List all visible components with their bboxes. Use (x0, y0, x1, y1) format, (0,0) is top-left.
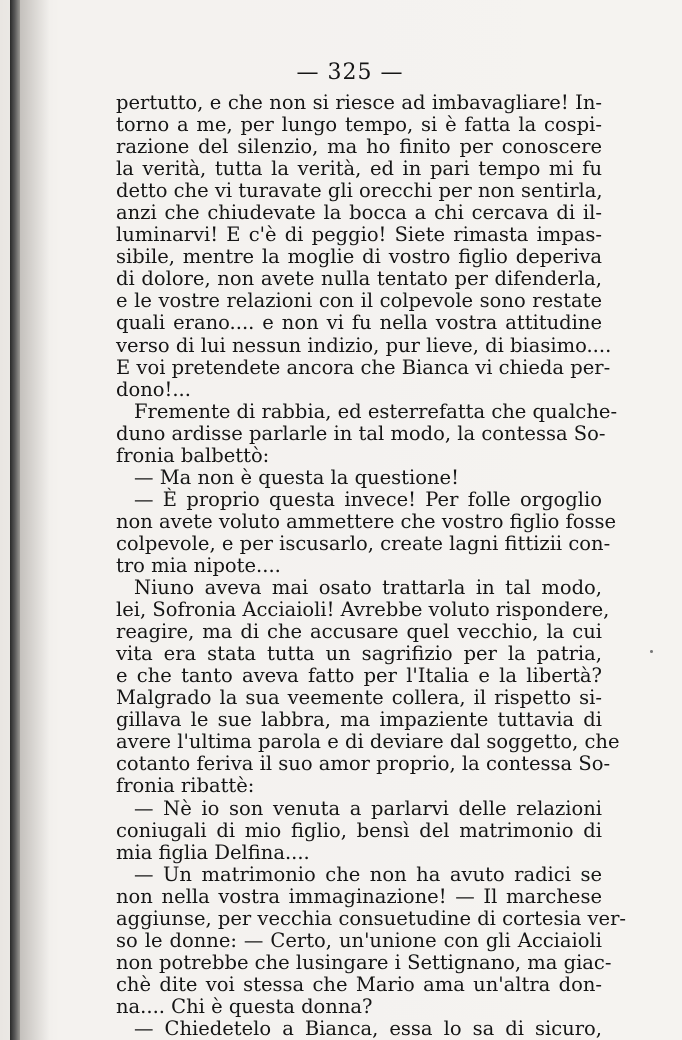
text-line: fronia balbettò: (116, 443, 270, 467)
text-line: Niuno aveva mai osato trattarla in tal modo, (134, 576, 602, 600)
text-line: di dolore, non avete nulla tentato per difenderla, (116, 267, 602, 291)
paper-speck (650, 650, 653, 653)
text-line: mia figlia Delfina.... (116, 840, 310, 864)
text-line: na.... Chi è questa donna? (116, 994, 373, 1018)
page-number: — 325 — (296, 60, 404, 85)
text-line: — Nè io son venuta a parlarvi delle relazioni (134, 796, 602, 820)
text-line: duno ardisse parlarle in tal modo, la contessa So- (116, 421, 606, 445)
text-line: e le vostre relazioni con il colpevole sono restate (116, 289, 602, 313)
text-line: E voi pretendete ancora che Bianca vi chieda per- (116, 355, 611, 379)
text-line: razione del silenzio, ma ho finito per conoscere (116, 135, 602, 159)
text-line: verso di lui nessun indizio, pur lieve, di biasimo.... (116, 333, 612, 357)
text-line: — Un matrimonio che non ha avuto radici se (134, 862, 602, 886)
text-line: cotanto feriva il suo amor proprio, la contessa So- (116, 752, 611, 776)
text-line: non nella vostra immaginazione! — Il marchese (116, 884, 602, 908)
text-line: la verità, tutta la verità, ed in pari tempo mi fu (116, 157, 602, 181)
text-line: non avete voluto ammettere che vostro figlio fosse (116, 509, 617, 533)
text-line: e che tanto aveva fatto per l'Italia e la libertà? (116, 664, 602, 688)
text-line: so le donne: — Certo, un'unione con gli Acciaioli (116, 928, 602, 952)
text-line: luminarvi! E c'è di peggio! Siete rimasta impas- (116, 223, 602, 247)
text-line: — Ma non è questa la questione! (134, 465, 459, 489)
body-text (116, 91, 626, 1040)
text-line: Malgrado la sua veemente collera, il rispetto si- (116, 686, 602, 710)
text-line: vita era stata tutta un sagrifizio per la patria, (116, 642, 602, 666)
text-line: — È proprio questa invece! Per folle orgoglio (134, 487, 602, 511)
text-line: gillava le sue labbra, ma impaziente tuttavia di (116, 708, 602, 732)
text-line: torno a me, per lungo tempo, si è fatta la cospi- (116, 113, 602, 137)
text-line: chè dite voi stessa che Mario ama un'altra don- (116, 972, 602, 996)
binding-shadow (20, 0, 50, 1040)
text-line: colpevole, e per iscusarlo, create lagni fittizii con- (116, 531, 611, 555)
text-line: avere l'ultima parola e di deviare dal soggetto, che (116, 730, 620, 754)
text-line: quali erano.... e non vi fu nella vostra attitudine (116, 311, 602, 335)
text-line: sibile, mentre la moglie di vostro figlio deperiva (116, 245, 602, 269)
text-line: fronia ribattè: (116, 774, 255, 798)
text-line: anzi che chiudevate la bocca a chi cercava di il- (116, 201, 602, 225)
text-line: detto che vi turavate gli orecchi per non sentirla, (116, 179, 603, 203)
text-line: non potrebbe che lusingare i Settignano, ma giac- (116, 950, 612, 974)
text-line: aggiunse, per vecchia consuetudine di cortesia ver- (116, 906, 626, 930)
text-line: reagire, ma di che accusare quel vecchio, la cui (116, 620, 602, 644)
text-line: Fremente di rabbia, ed esterrefatta che qualche- (134, 399, 618, 423)
text-line: pertutto, e che non si riesce ad imbavagliare! In- (116, 91, 602, 114)
book-binding-edge (10, 0, 20, 1040)
text-line: lei, Sofronia Acciaioli! Avrebbe voluto rispondere, (116, 598, 610, 622)
text-line: coniugali di mio figlio, bensì del matrimonio di (116, 818, 602, 842)
text-line: dono!... (116, 377, 191, 401)
text-line: tro mia nipote.... (116, 553, 281, 577)
text-line: — Chiedetelo a Bianca, essa lo sa di sicuro, (134, 1016, 602, 1040)
